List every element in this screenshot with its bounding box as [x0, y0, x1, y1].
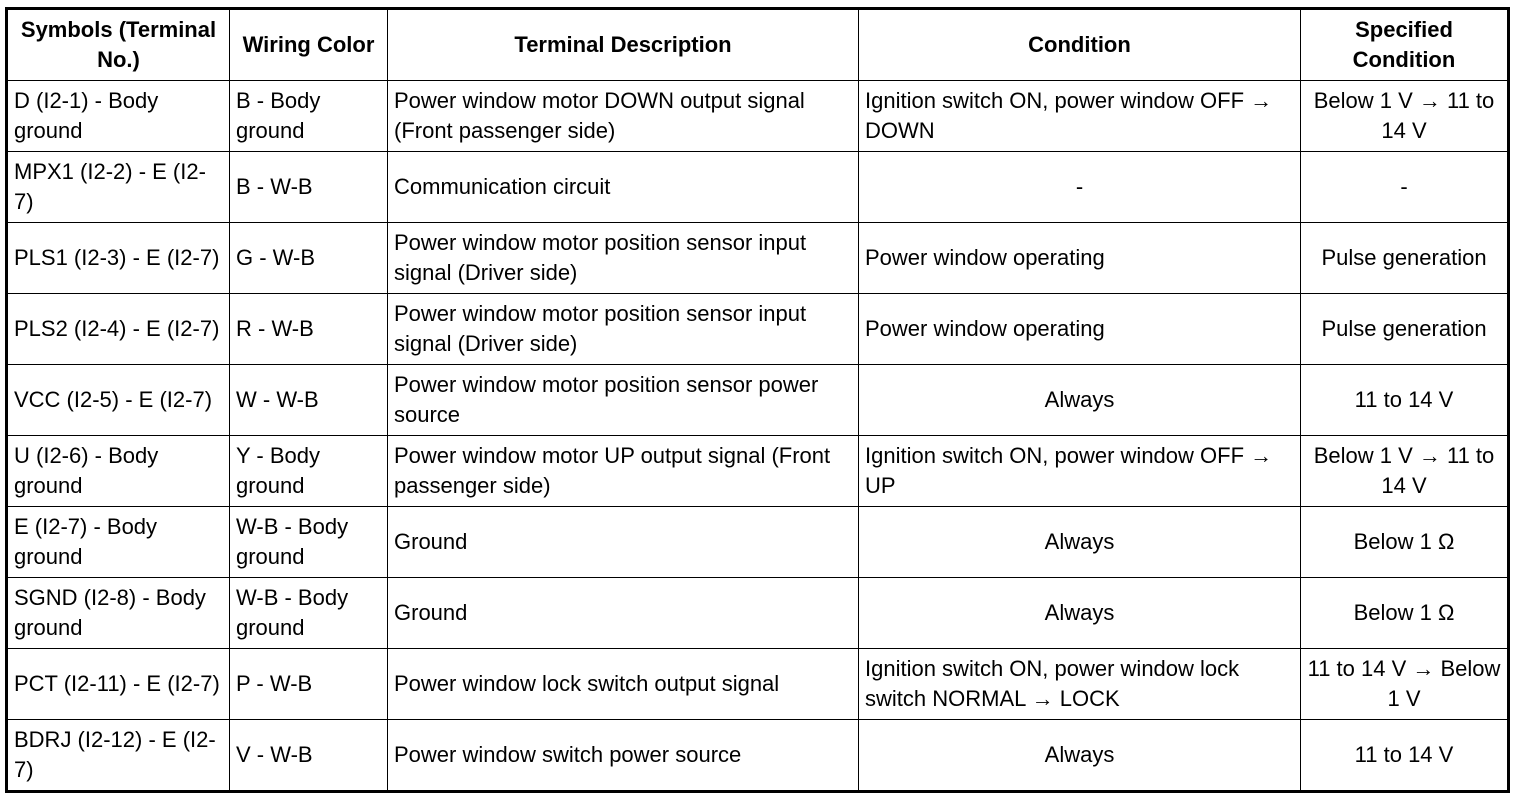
spec-cell: 11 to 14 V	[1301, 365, 1509, 436]
table-row	[7, 507, 1509, 578]
wiring-color-cell: G - W-B	[230, 223, 388, 294]
table-row	[7, 223, 1509, 294]
spec-cell: Below 1 Ω	[1301, 507, 1509, 578]
table-row	[7, 720, 1509, 792]
wiring-color-cell: R - W-B	[230, 294, 388, 365]
header-wiring-color: Wiring Color	[230, 9, 388, 81]
table-row	[7, 294, 1509, 365]
wiring-color-cell: V - W-B	[230, 720, 388, 792]
table-row	[7, 365, 1509, 436]
header-terminal-description: Terminal Description	[388, 9, 859, 81]
header-specified-condition: Specified Condition	[1301, 9, 1509, 81]
spec-cell: Pulse generation	[1301, 223, 1509, 294]
spec-cell: Below 1 V → 11 to 14 V	[1301, 436, 1509, 507]
symbol-cell: U (I2-6) - Body ground	[7, 436, 230, 507]
symbol-cell: E (I2-7) - Body ground	[7, 507, 230, 578]
condition-cell: Always	[859, 578, 1301, 649]
table-row	[7, 152, 1509, 223]
condition-cell: -	[859, 152, 1301, 223]
spec-cell: 11 to 14 V	[1301, 720, 1509, 792]
condition-cell: Always	[859, 507, 1301, 578]
spec-cell: -	[1301, 152, 1509, 223]
table-row	[7, 578, 1509, 649]
symbol-cell: BDRJ (I2-12) - E (I2-7)	[7, 720, 230, 792]
symbol-cell: MPX1 (I2-2) - E (I2-7)	[7, 152, 230, 223]
spec-cell: Below 1 Ω	[1301, 578, 1509, 649]
condition-cell: Always	[859, 365, 1301, 436]
wiring-color-cell: W-B - Body ground	[230, 507, 388, 578]
description-cell: Power window switch power source	[388, 720, 859, 792]
description-cell: Power window motor DOWN output signal (Front passenger side)	[388, 81, 859, 152]
symbol-cell: SGND (I2-8) - Body ground	[7, 578, 230, 649]
symbol-cell: VCC (I2-5) - E (I2-7)	[7, 365, 230, 436]
wiring-color-cell: B - W-B	[230, 152, 388, 223]
condition-cell: Power window operating	[859, 223, 1301, 294]
symbol-cell: D (I2-1) - Body ground	[7, 81, 230, 152]
description-cell: Ground	[388, 578, 859, 649]
spec-cell: 11 to 14 V → Below 1 V	[1301, 649, 1509, 720]
condition-cell: Ignition switch ON, power window lock switch NORMAL → LOCK	[859, 649, 1301, 720]
wiring-color-cell: W - W-B	[230, 365, 388, 436]
table-row	[7, 649, 1509, 720]
table-row	[7, 436, 1509, 507]
table-row	[7, 81, 1509, 152]
description-cell: Communication circuit	[388, 152, 859, 223]
terminal-table	[5, 7, 1510, 793]
wiring-color-cell: B - Body ground	[230, 81, 388, 152]
header-symbols: Symbols (Terminal No.)	[7, 9, 230, 81]
description-cell: Ground	[388, 507, 859, 578]
condition-cell: Power window operating	[859, 294, 1301, 365]
symbol-cell: PLS2 (I2-4) - E (I2-7)	[7, 294, 230, 365]
condition-cell: Ignition switch ON, power window OFF → UP	[859, 436, 1301, 507]
description-cell: Power window motor position sensor input signal (Driver side)	[388, 294, 859, 365]
header-row	[7, 9, 1509, 81]
description-cell: Power window motor position sensor input signal (Driver side)	[388, 223, 859, 294]
wiring-color-cell: P - W-B	[230, 649, 388, 720]
symbol-cell: PLS1 (I2-3) - E (I2-7)	[7, 223, 230, 294]
condition-cell: Always	[859, 720, 1301, 792]
spec-cell: Below 1 V → 11 to 14 V	[1301, 81, 1509, 152]
spec-cell: Pulse generation	[1301, 294, 1509, 365]
symbol-cell: PCT (I2-11) - E (I2-7)	[7, 649, 230, 720]
wiring-color-cell: W-B - Body ground	[230, 578, 388, 649]
description-cell: Power window lock switch output signal	[388, 649, 859, 720]
wiring-color-cell: Y - Body ground	[230, 436, 388, 507]
description-cell: Power window motor UP output signal (Front passenger side)	[388, 436, 859, 507]
condition-cell: Ignition switch ON, power window OFF → DOWN	[859, 81, 1301, 152]
header-condition: Condition	[859, 9, 1301, 81]
description-cell: Power window motor position sensor power source	[388, 365, 859, 436]
